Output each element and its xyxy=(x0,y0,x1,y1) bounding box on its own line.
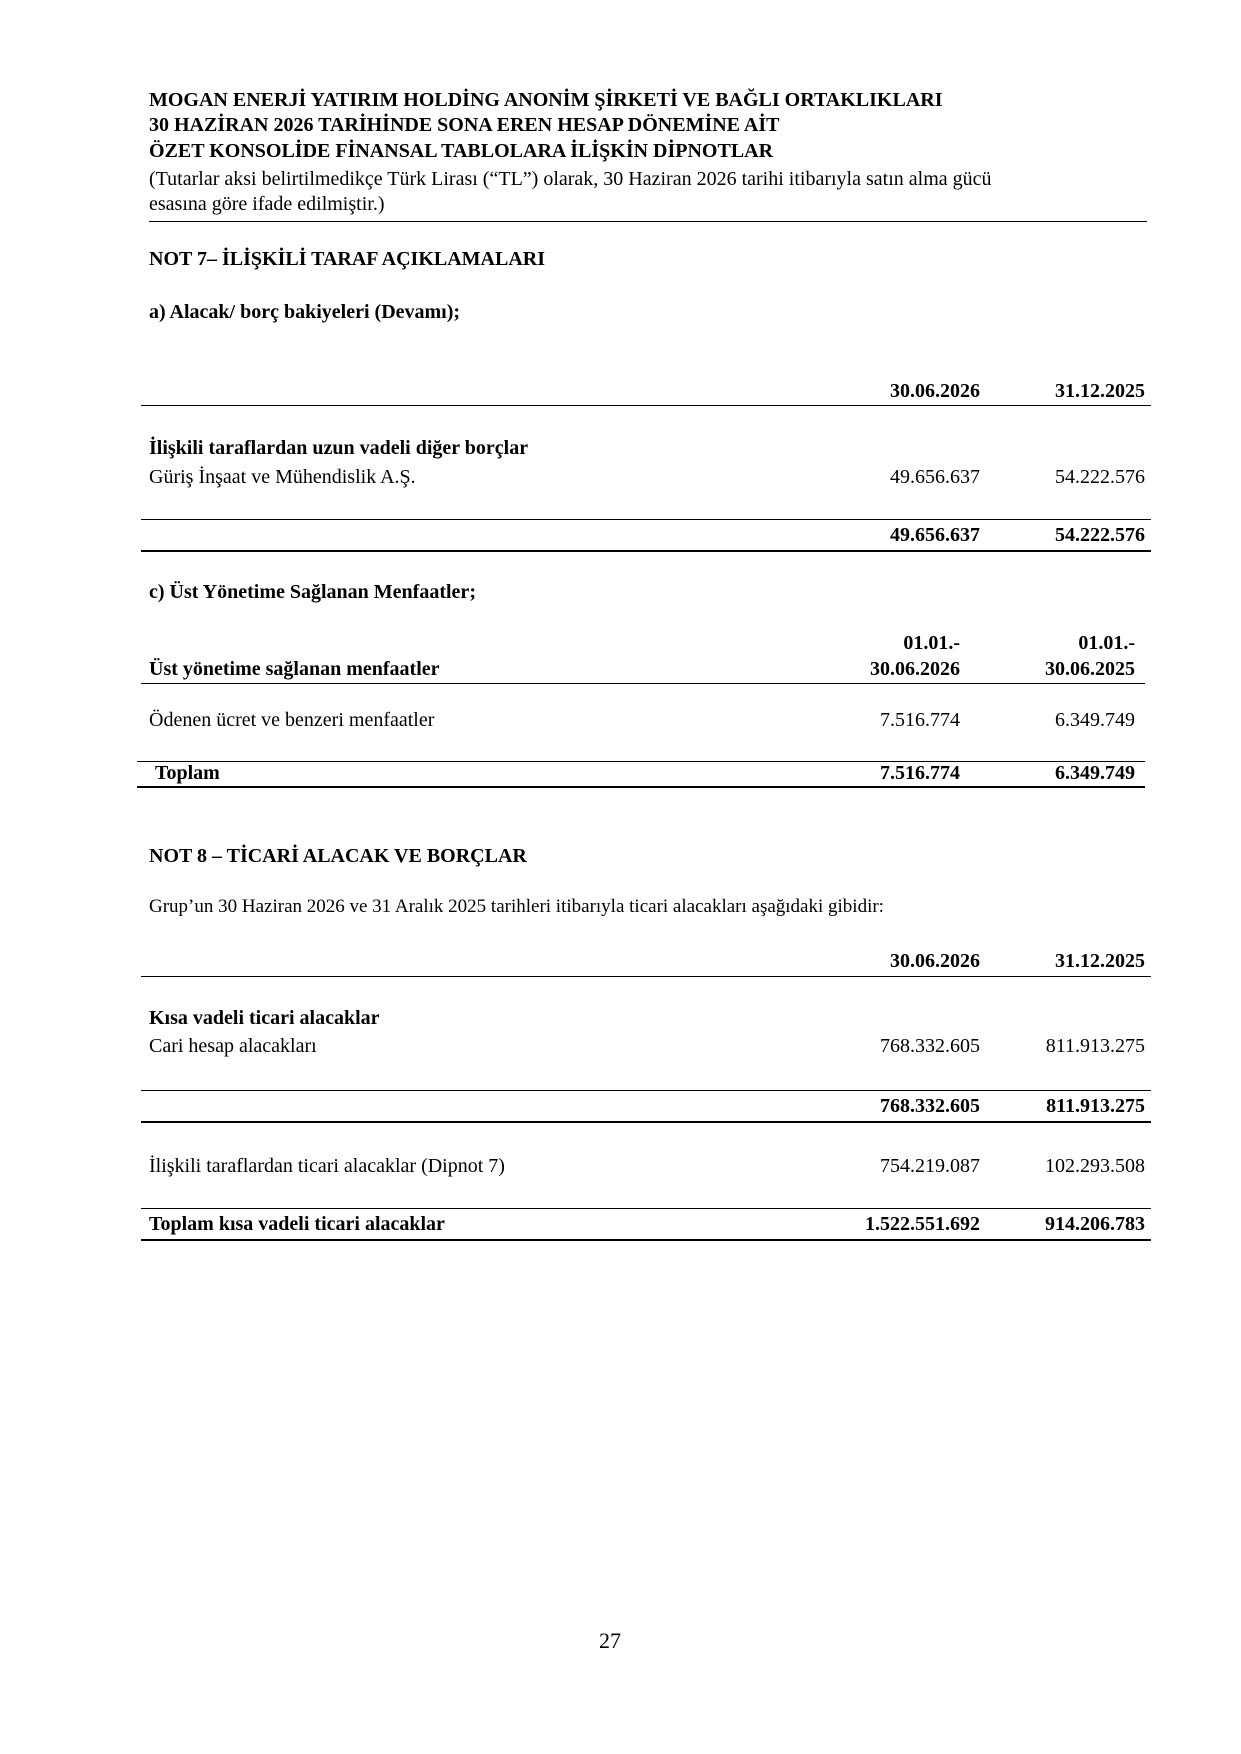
note8-row1-label: Cari hesap alacakları xyxy=(149,1035,317,1057)
note8-total-value-2: 914.206.783 xyxy=(1045,1213,1145,1235)
currency-note-line1: (Tutarlar aksi belirtilmedikçe Türk Lirası (“TL”) olarak, 30 Haziran 2026 tarihi itibarıyla satın alma gücü xyxy=(149,168,992,190)
note8-col2-header: 31.12.2025 xyxy=(1055,950,1145,972)
page-number: 27 xyxy=(599,1628,621,1653)
note7c-total-top-rule xyxy=(137,761,1145,762)
note7c-total-value-1: 7.516.774 xyxy=(880,762,960,784)
note7c-col2-header-a: 01.01.- xyxy=(1078,632,1135,654)
note7a-row-label: Güriş İnşaat ve Mühendislik A.Ş. xyxy=(149,466,416,488)
note8-total-value-1: 1.522.551.692 xyxy=(865,1213,980,1235)
note7a-group-label: İlişkili taraflardan uzun vadeli diğer borçlar xyxy=(149,437,529,459)
note8-title: NOT 8 – TİCARİ ALACAK VE BORÇLAR xyxy=(149,845,527,867)
note7a-row-value-1: 49.656.637 xyxy=(890,466,980,488)
note7a-header-rule xyxy=(141,405,1151,406)
note7c-total-label: Toplam xyxy=(155,762,220,784)
note7c-col1-header-b: 30.06.2026 xyxy=(870,658,960,680)
note7c-total-bottom-rule xyxy=(137,786,1145,788)
note8-row2-value-1: 754.219.087 xyxy=(880,1155,980,1177)
header-divider xyxy=(149,221,1147,222)
note7a-total-value-1: 49.656.637 xyxy=(890,524,980,546)
note7a-row-value-2: 54.222.576 xyxy=(1055,466,1145,488)
note8-group-label: Kısa vadeli ticari alacaklar xyxy=(149,1007,380,1029)
note8-subtotal-bottom-rule xyxy=(141,1121,1151,1123)
note8-total-label: Toplam kısa vadeli ticari alacaklar xyxy=(149,1213,445,1235)
note7c-row-label: Ödenen ücret ve benzeri menfaatler xyxy=(149,709,435,731)
note7a-total-bottom-rule xyxy=(141,550,1151,552)
note8-row1-value-1: 768.332.605 xyxy=(880,1035,980,1057)
note7a-col2-header: 31.12.2025 xyxy=(1055,380,1145,402)
note8-row1-value-2: 811.913.275 xyxy=(1045,1035,1145,1057)
note7c-header-rule xyxy=(141,683,1145,684)
note7c-header-label: Üst yönetime sağlanan menfaatler xyxy=(149,658,440,680)
note7c-total-value-2: 6.349.749 xyxy=(1055,762,1135,784)
note7c-row-value-1: 7.516.774 xyxy=(880,709,960,731)
note7a-total-value-2: 54.222.576 xyxy=(1055,524,1145,546)
note7c-col1-header-a: 01.01.- xyxy=(903,632,960,654)
note8-row2-value-2: 102.293.508 xyxy=(1045,1155,1145,1177)
note8-subtotal-value-1: 768.332.605 xyxy=(880,1095,980,1117)
note8-intro: Grup’un 30 Haziran 2026 ve 31 Aralık 2025 tarihleri itibarıyla ticari alacakları aşağıdaki gibidir: xyxy=(149,896,884,917)
currency-note-line2: esasına göre ifade edilmiştir.) xyxy=(149,193,385,215)
note8-subtotal-top-rule xyxy=(141,1090,1151,1091)
note7a-title: a) Alacak/ borç bakiyeleri (Devamı); xyxy=(149,301,461,323)
note8-subtotal-value-2: 811.913.275 xyxy=(1046,1095,1145,1117)
note8-total-top-rule xyxy=(141,1208,1151,1209)
note7c-col2-header-b: 30.06.2025 xyxy=(1045,658,1135,680)
company-title: MOGAN ENERJİ YATIRIM HOLDİNG ANONİM ŞİRKETİ VE BAĞLI ORTAKLIKLARI xyxy=(149,89,943,111)
note7c-row-value-2: 6.349.749 xyxy=(1055,709,1135,731)
note7a-col1-header: 30.06.2026 xyxy=(890,380,980,402)
period-title: 30 HAZİRAN 2026 TARİHİNDE SONA EREN HESAP DÖNEMİNE AİT xyxy=(149,114,780,136)
report-title: ÖZET KONSOLİDE FİNANSAL TABLOLARA İLİŞKİN DİPNOTLAR xyxy=(149,140,774,162)
note7a-total-top-rule xyxy=(141,519,1151,520)
note7c-title: c) Üst Yönetime Sağlanan Menfaatler; xyxy=(149,581,476,603)
note7-title: NOT 7– İLİŞKİLİ TARAF AÇIKLAMALARI xyxy=(149,248,546,270)
note8-header-rule xyxy=(141,976,1151,977)
note8-total-bottom-rule xyxy=(141,1239,1151,1241)
note8-col1-header: 30.06.2026 xyxy=(890,950,980,972)
note8-row2-label: İlişkili taraflardan ticari alacaklar (Dipnot 7) xyxy=(149,1155,505,1177)
